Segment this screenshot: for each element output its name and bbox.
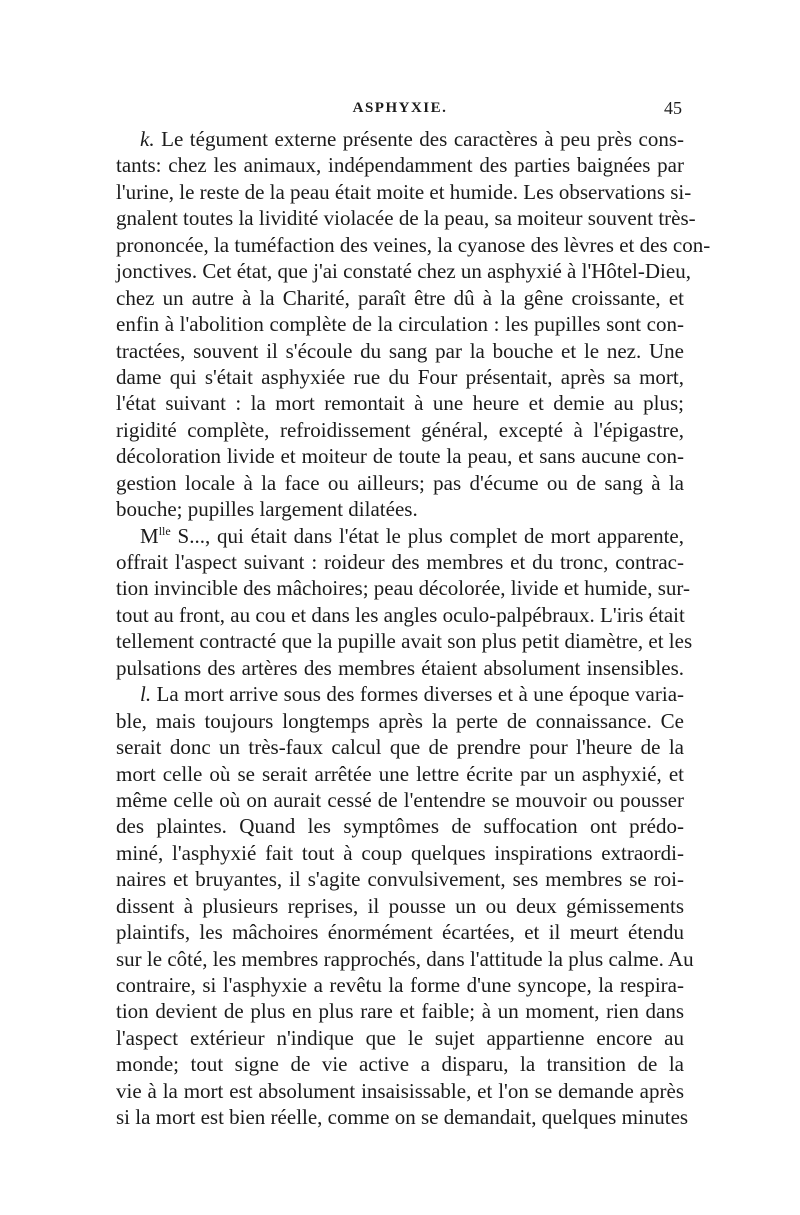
running-title: ASPHYXIE. (352, 100, 448, 116)
text-line: ble, mais toujours longtemps après la perte de connaissance. Ce (116, 708, 684, 733)
text-line: monde; tout signe de vie active a disparu, la transition de la (116, 1052, 684, 1077)
paragraph-mlle (116, 523, 693, 682)
text-line: même celle où on aurait cessé de l'entendre se mouvoir ou pousser (116, 787, 684, 812)
text-line: gnalent toutes la lividité violacée de la peau, sa moiteur souvent très- (116, 206, 696, 231)
text-line: pulsations des artères des membres étaient absolument insensibles. (116, 655, 684, 680)
text-line: gestion locale à la face ou ailleurs; pas d'écume ou de sang à la (116, 470, 684, 495)
text-line: vie à la mort est absolument insaisissable, et l'on se demande après (116, 1078, 684, 1103)
text-line: tion devient de plus en plus rare et faible; à un moment, rien dans (116, 999, 684, 1024)
honorific: M (140, 523, 159, 548)
text-line: sur le côté, les membres rapprochés, dans l'attitude la plus calme. Au (116, 946, 694, 971)
text-line: tellement contracté que la pupille avait son plus petit diamètre, et les (116, 629, 693, 654)
text-line: tractées, souvent il s'écoule du sang par la bouche et le nez. Une (116, 338, 684, 363)
text-line: tout au front, au cou et dans les angles oculo-palpébraux. L'iris était (116, 602, 685, 627)
text-line: offrait l'aspect suivant : roideur des membres et du tronc, contrac- (116, 550, 684, 574)
honorific-superscript: lle (158, 523, 171, 538)
text-line: miné, l'asphyxié fait tout à coup quelques inspirations extraordi- (116, 840, 684, 865)
text-line: rigidité complète, refroidissement général, excepté à l'épigastre, (116, 417, 684, 442)
text-line: jonctives. Cet état, que j'ai constaté chez un asphyxié à l'Hôtel-Dieu, (116, 259, 691, 284)
text-line: tion invincible des mâchoires; peau décolorée, livide et humide, sur- (116, 576, 690, 601)
page-number: 45 (664, 98, 682, 118)
text-line: l'urine, le reste de la peau était moite et humide. Les observations si- (116, 179, 692, 204)
text-line: l. La mort arrive sous des formes diverses et à une époque varia- (140, 682, 685, 707)
text-line: bouche; pupilles largement dilatées. (116, 497, 418, 522)
text-line: dame qui s'était asphyxiée rue du Four présentait, après sa mort, (116, 364, 684, 389)
book-page (116, 96, 711, 1131)
text-line: tants: chez les animaux, indépendamment des parties baignées par (116, 153, 684, 178)
paragraph-l (116, 681, 694, 1130)
text-line: mort celle où se serait arrêtée une lettre écrite par un asphyxié, et (116, 761, 684, 786)
section-marker: l. (140, 682, 152, 707)
text-line: serait donc un très-faux calcul que de prendre pour l'heure de la (116, 735, 684, 760)
paragraph-k (116, 126, 711, 523)
section-marker: k. (140, 127, 155, 151)
text-line: décoloration livide et moiteur de toute la peau, et sans aucune con- (116, 444, 684, 469)
text-line: si la mort est bien réelle, comme on se demandait, quelques minutes (116, 1105, 689, 1130)
text-line: plaintifs, les mâchoires énormément écartées, et il meurt étendu (116, 920, 684, 945)
text-line: naires et bruyantes, il s'agite convulsivement, ses membres se roi- (116, 867, 684, 892)
text-line: enfin à l'abolition complète de la circulation : les pupilles sont con- (116, 312, 684, 337)
text-line: dissent à plusieurs reprises, il pousse un ou deux gémissements (116, 893, 684, 918)
text-line: prononcée, la tuméfaction des veines, la cyanose des lèvres et des con- (116, 232, 711, 257)
text-line: $M^{lle}$ S..., qui était dans l'état le plus complet de mort apparente, (140, 523, 684, 548)
text-line: contraire, si l'asphyxie a revêtu la forme d'une syncope, la respira- (116, 973, 684, 997)
text-line: k. Le tégument externe présente des caractères à peu près cons- (140, 127, 685, 151)
text-line: l'aspect extérieur n'indique que le sujet appartienne encore au (116, 1025, 684, 1050)
page-header (116, 96, 684, 126)
text-line: des plaintes. Quand les symptômes de suffocation ont prédo- (116, 814, 684, 839)
text-line: l'état suivant : la mort remontait à une heure et demie au plus; (116, 391, 684, 416)
text-line: chez un autre à la Charité, paraît être dû à la gêne croissante, et (116, 285, 684, 310)
